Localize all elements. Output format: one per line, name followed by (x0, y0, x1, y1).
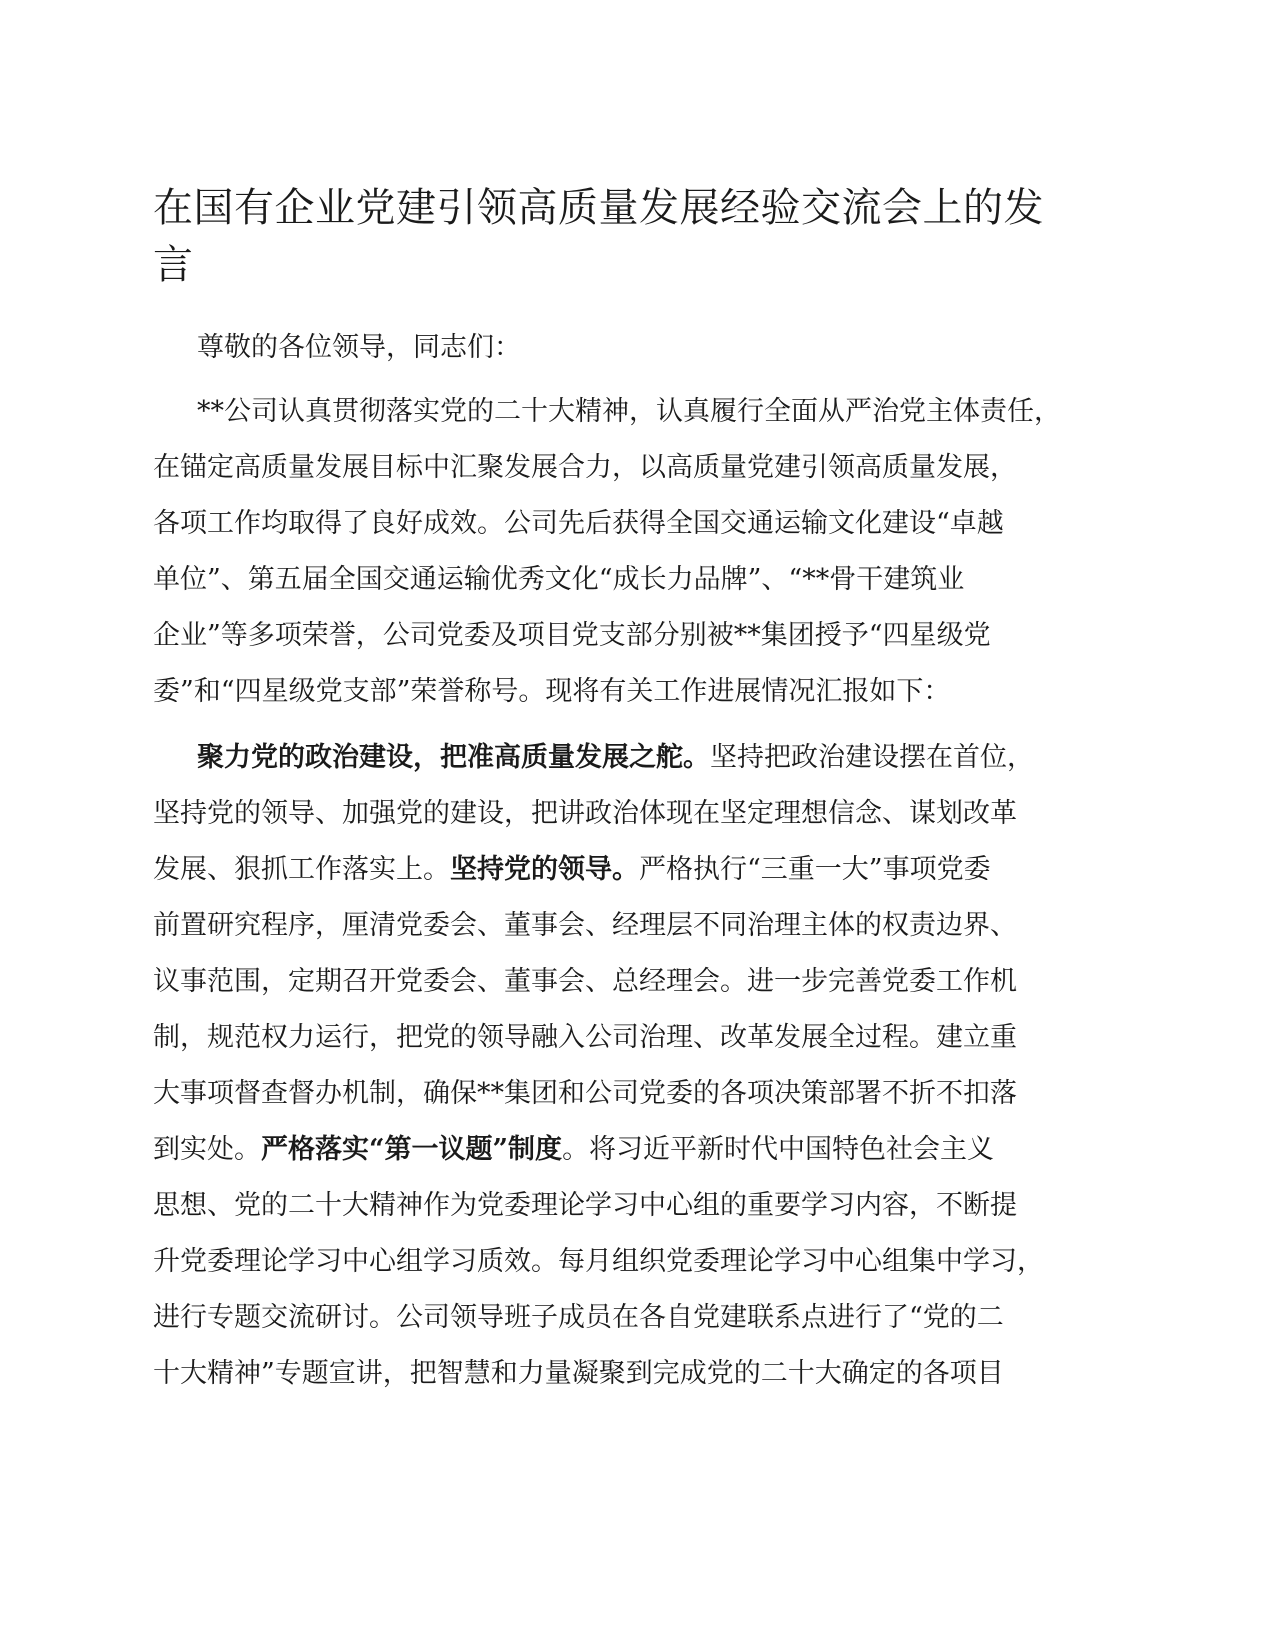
paragraph-text: 发展、狠抓工作落实上。 (153, 854, 450, 885)
salutation-text: 尊敬的各位领导，同志们： (197, 332, 521, 363)
paragraph-line: 在锚定高质量发展目标中汇聚发展合力，以高质量党建引领高质量发展， (153, 452, 1017, 483)
paragraph-text: 严格执行“三重一大”事项党委 (639, 854, 991, 885)
paragraph-text: 到实处。 (153, 1134, 261, 1165)
paragraph-text: 。将习近平新时代中国特色社会主义 (562, 1134, 995, 1165)
paragraph-line (153, 842, 1113, 898)
paragraph-line: 委”和“四星级党支部”荣誉称号。现将有关工作进展情况汇报如下： (153, 676, 951, 707)
paragraph-line: 十大精神”专题宣讲，把智慧和力量凝聚到完成党的二十大确定的各项目 (153, 1358, 1004, 1389)
title-line-2: 言 (153, 242, 194, 288)
title-line-1: 在国有企业党建引领高质量发展经验交流会上的发 (153, 185, 1044, 231)
paragraph-line: 前置研究程序，厘清党委会、董事会、经理层不同治理主体的权责边界、 (153, 910, 1017, 941)
document-title (153, 180, 1113, 294)
paragraph-intro (153, 384, 1113, 720)
paragraph-line: 大事项督查督办机制，确保**集团和公司党委的各项决策部署不折不扣落 (153, 1078, 1017, 1109)
paragraph-line: 单位”、第五届全国交通运输优秀文化“成长力品牌”、“**骨干建筑业 (153, 564, 965, 595)
paragraph-text: 坚持把政治建设摆在首位， (710, 742, 1034, 773)
paragraph-line: 各项工作均取得了良好成效。公司先后获得全国交通运输文化建设“卓越 (153, 508, 1004, 539)
section-heading: 聚力党的政治建设，把准高质量发展之舵。 (197, 742, 710, 773)
paragraph-line: 制，规范权力运行，把党的领导融入公司治理、改革发展全过程。建立重 (153, 1022, 1017, 1053)
paragraph-line: 议事范围，定期召开党委会、董事会、总经理会。进一步完善党委工作机 (153, 966, 1017, 997)
subheading: 严格落实“第一议题”制度 (261, 1134, 563, 1165)
paragraph-line (153, 1122, 1113, 1178)
paragraph-line: 思想、党的二十大精神作为党委理论学习中心组的重要学习内容，不断提 (153, 1190, 1017, 1221)
subheading: 坚持党的领导。 (450, 854, 639, 885)
paragraph-line: 坚持党的领导、加强党的建设，把讲政治体现在坚定理想信念、谋划改革 (153, 798, 1017, 829)
salutation (153, 320, 1113, 376)
paragraph-line: **公司认真贯彻落实党的二十大精神，认真履行全面从严治党主体责任， (197, 396, 1061, 427)
paragraph-political-building (153, 730, 1113, 1402)
paragraph-line: 进行专题交流研讨。公司领导班子成员在各自党建联系点进行了“党的二 (153, 1302, 1004, 1333)
paragraph-line (153, 730, 1113, 786)
paragraph-line: 企业”等多项荣誉，公司党委及项目党支部分别被**集团授予“四星级党 (153, 620, 991, 651)
paragraph-line: 升党委理论学习中心组学习质效。每月组织党委理论学习中心组集中学习， (153, 1246, 1044, 1277)
